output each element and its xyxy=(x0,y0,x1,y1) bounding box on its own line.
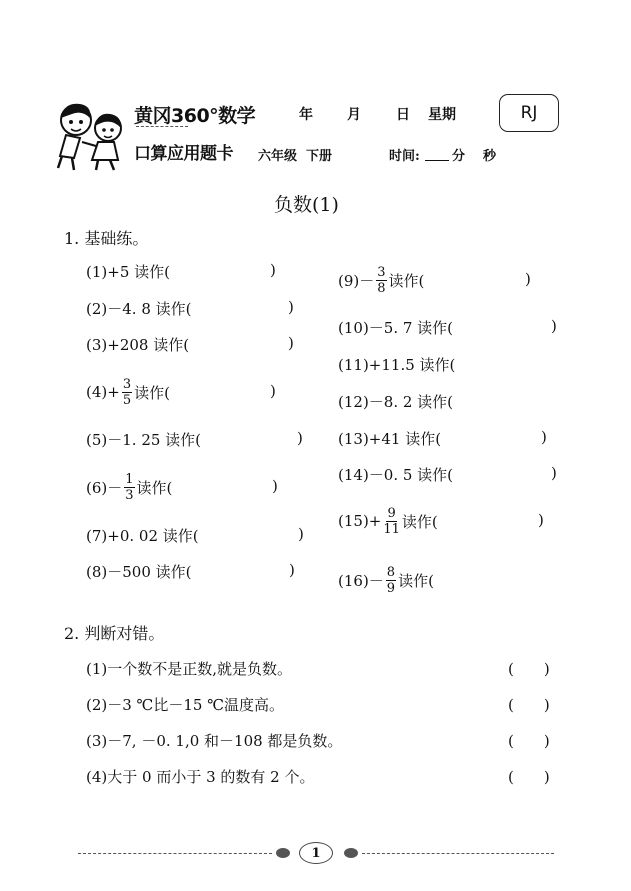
fraction-16: $\frac{8}{9}$ xyxy=(386,564,396,596)
footer-dot-right xyxy=(344,848,358,858)
judge-answer-4: ( ) xyxy=(508,767,550,786)
judge-answer-1: ( ) xyxy=(508,659,550,678)
date-day-label: 日 xyxy=(396,107,410,123)
answer-paren-15: ) xyxy=(538,511,544,529)
footer-divider-left xyxy=(78,853,272,854)
answer-paren-6: ) xyxy=(272,477,278,495)
exercise-item-2: (2)－4. 8 读作( xyxy=(86,299,192,318)
answer-paren-9: ) xyxy=(525,270,531,288)
answer-paren-7: ) xyxy=(298,525,304,543)
exercise-item-9: (9)－ $\frac{3}{8}$ 读作( xyxy=(338,264,425,296)
answer-paren-14: ) xyxy=(551,464,557,482)
answer-paren-1: ) xyxy=(270,261,276,279)
time-minute-label: 分 xyxy=(452,149,466,164)
footer-divider-right xyxy=(362,853,554,854)
exercise-item-11: (11)+11.5 读作( xyxy=(338,355,456,374)
fraction-9: $\frac{3}{8}$ xyxy=(377,264,386,296)
time-label: 时间: xyxy=(389,149,420,164)
footer-dot-left xyxy=(276,848,290,858)
exercise-item-5: (5)－1. 25 读作( xyxy=(86,430,202,449)
answer-paren-5: ) xyxy=(297,429,303,447)
answer-paren-13: ) xyxy=(541,428,547,446)
judge-item-1: (1)一个数不是正数,就是负数。 xyxy=(86,659,293,678)
time-blank-line xyxy=(425,160,449,161)
brand-subtitle: 口算应用题卡 xyxy=(134,144,233,164)
exercise-item-7: (7)+0. 02 读作( xyxy=(86,526,199,545)
answer-paren-4: ) xyxy=(270,382,276,400)
answer-paren-3: ) xyxy=(288,334,294,352)
section-2-heading: 2. 判断对错。 xyxy=(64,624,165,643)
answer-paren-10: ) xyxy=(551,317,557,335)
judge-item-4: (4)大于 0 而小于 3 的数有 2 个。 xyxy=(86,767,315,786)
section-1-heading: 1. 基础练。 xyxy=(64,229,149,248)
edition-badge: RJ xyxy=(499,94,559,132)
exercise-item-16: (16)－ $\frac{8}{9}$ 读作( xyxy=(338,564,434,596)
judge-item-2: (2)－3 ℃比－15 ℃温度高。 xyxy=(86,695,284,714)
exercise-item-8: (8)－500 读作( xyxy=(86,562,192,581)
exercise-item-15: (15)+ $\frac{9}{11}$ 读作( xyxy=(338,505,438,537)
date-month-label: 月 xyxy=(347,107,361,123)
grade-label: 六年级 下册 xyxy=(258,149,333,164)
judge-answer-3: ( ) xyxy=(508,731,550,750)
judge-item-3: (3)－7, －0. 1,0 和－108 都是负数。 xyxy=(86,731,343,750)
answer-paren-2: ) xyxy=(288,298,294,316)
time-second-label: 秒 xyxy=(483,149,497,164)
page-title: 负数(1) xyxy=(274,194,339,216)
exercise-item-6: (6)－ $\frac{1}{3}$ 读作( xyxy=(86,471,173,503)
exercise-item-10: (10)－5. 7 读作( xyxy=(338,318,454,337)
exercise-item-13: (13)+41 读作( xyxy=(338,429,442,448)
fraction-6: $\frac{1}{3}$ xyxy=(125,471,134,503)
date-weekday-label: 星期 xyxy=(428,107,456,123)
brand-title: 黄冈360°数学 xyxy=(134,105,256,127)
date-year-label: 年 xyxy=(299,107,313,123)
exercise-item-1: (1)+5 读作( xyxy=(86,262,170,281)
cartoon-kids-logo xyxy=(52,98,134,172)
exercise-item-4: (4)+ $\frac{3}{5}$ 读作( xyxy=(86,376,170,408)
exercise-item-14: (14)－0. 5 读作( xyxy=(338,465,454,484)
answer-paren-8: ) xyxy=(289,561,295,579)
fraction-4: $\frac{3}{5}$ xyxy=(122,376,132,408)
judge-answer-2: ( ) xyxy=(508,695,550,714)
exercise-item-12: (12)－8. 2 读作( xyxy=(338,392,454,411)
brand-underline xyxy=(136,126,188,127)
fraction-15: $\frac{9}{11}$ xyxy=(383,505,400,537)
page-number: 1 xyxy=(299,842,333,864)
exercise-item-3: (3)+208 读作( xyxy=(86,335,190,354)
